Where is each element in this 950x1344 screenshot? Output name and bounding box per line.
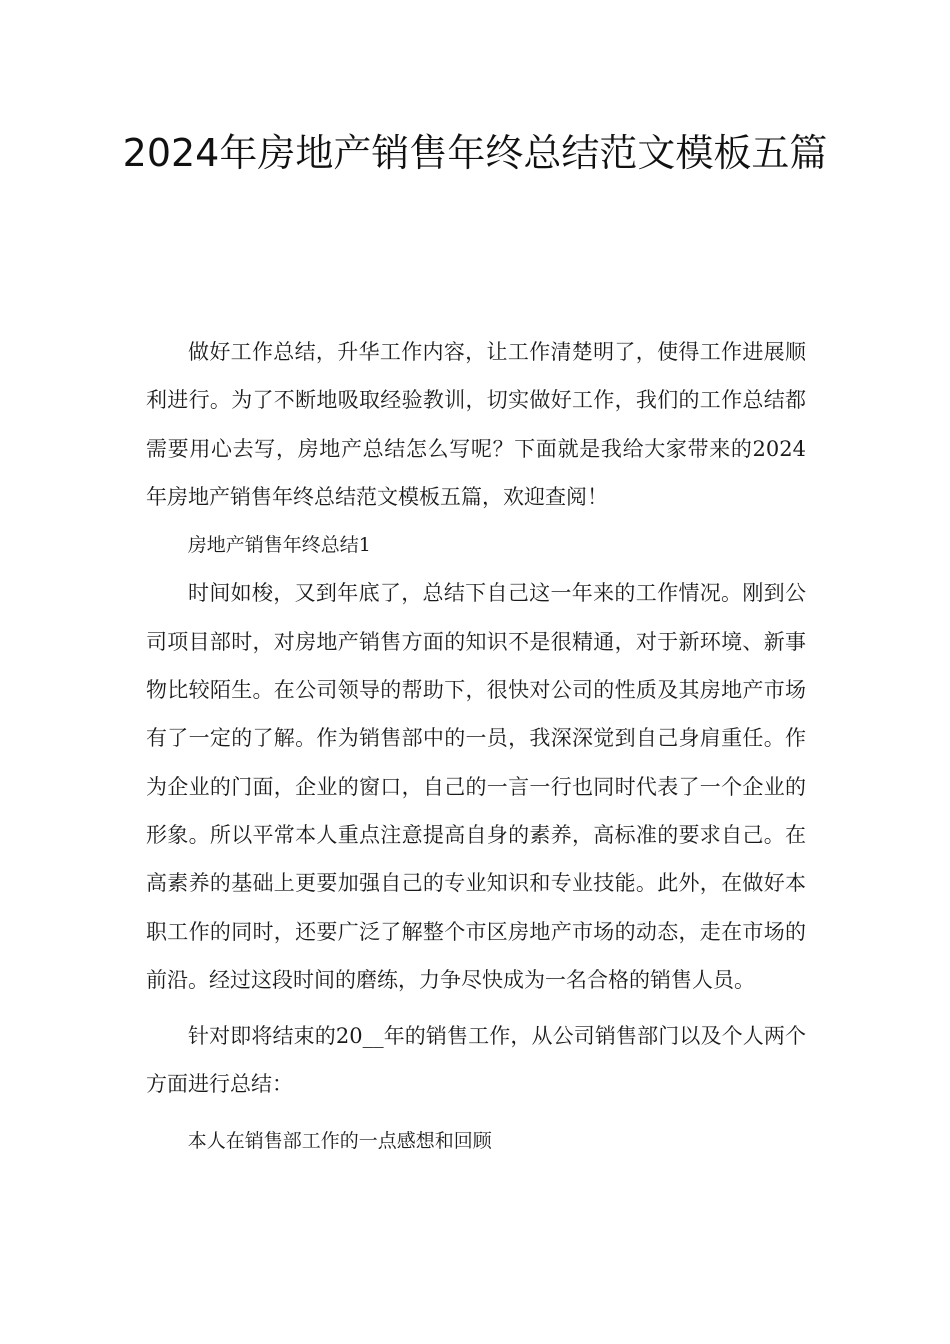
body-paragraph-2: 针对即将结束的20__年的销售工作，从公司销售部门以及个人两个方面进行总结： — [146, 1024, 806, 1097]
intro-paragraph: 做好工作总结，升华工作内容，让工作清楚明了，使得工作进展顺利进行。为了不断地吸取经验教训，切实做好工作，我们的工作总结都需要用心去写，房地产总结怎么写呢？下面就是我给大家带来的2024年房地产销售年终总结范文模板五篇，欢迎查阅！ — [146, 340, 806, 509]
document-title: 2024年房地产销售年终总结范文模板五篇 — [122, 131, 828, 175]
section-heading-2: 本人在销售部工作的一点感想和回顾 — [187, 1129, 492, 1152]
section-heading-1: 房地产销售年终总结1 — [187, 534, 371, 557]
body-paragraph-1: 时间如梭，又到年底了，总结下自己这一年来的工作情况。刚到公司项目部时，对房地产销售方面的知识不是很精通，对于新环境、新事物比较陌生。在公司领导的帮助下，很快对公司的性质及其房地产市场有了一定的了解。作为销售部中的一员，我深深觉到自己身肩重任。作为企业的门面，企业的窗口，自己的一言一行也同时代表了一个企业的形象。所以平常本人重点注意提高自身的素养，高标准的要求自己。在高素养的基础上更要加强自己的专业知识和专业技能。此外，在做好本职工作的同时，还要广泛了解整个市区房地产市场的动态，走在市场的前沿。经过这段时间的磨练，力争尽快成为一名合格的销售人员。 — [146, 581, 806, 992]
paragraph-gap — [146, 1109, 806, 1117]
paragraph-gap — [146, 1004, 806, 1012]
document-body — [146, 328, 806, 1165]
